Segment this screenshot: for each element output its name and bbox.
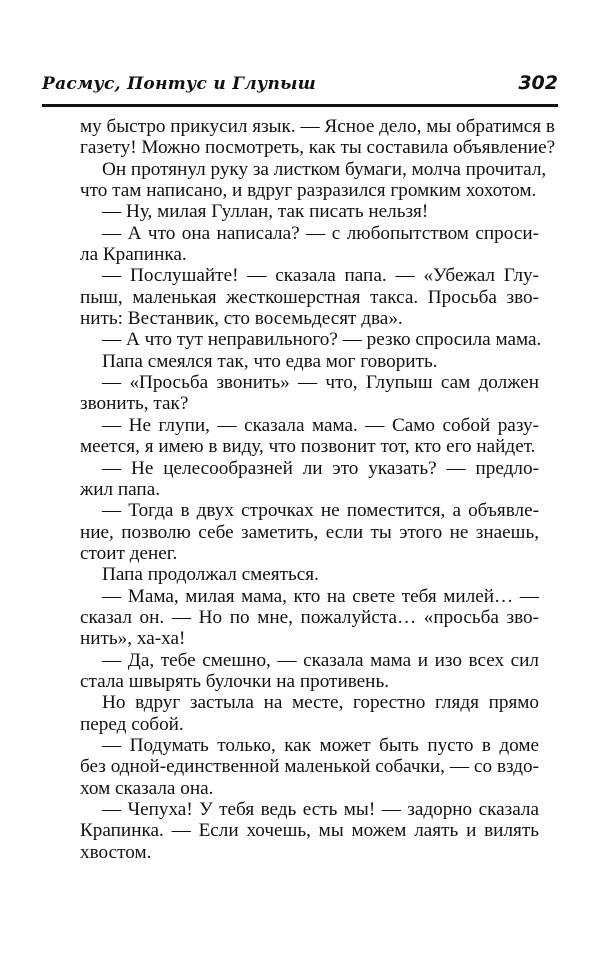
text-line: — Подумать только, как может быть пусто в доме bbox=[102, 734, 539, 756]
text-line: Папа смеялся так, что едва мог говорить. bbox=[102, 350, 438, 372]
running-header bbox=[42, 70, 558, 100]
text-line: без одной-единственной маленькой собачки, — со вздо- bbox=[80, 756, 539, 778]
text-line: Папа продолжал смеяться. bbox=[102, 564, 319, 586]
text-line: му быстро прикусил язык. — Ясное дело, мы обратимся в bbox=[80, 116, 555, 137]
text-line: нить: Вестанвик, сто восемьдесят два». bbox=[80, 308, 403, 330]
text-line: пыш, маленькая жесткошерстная такса. Просьба зво- bbox=[80, 286, 539, 308]
text-line: — Ну, милая Гуллан, так писать нельзя! bbox=[102, 201, 429, 223]
text-line: хвостом. bbox=[80, 841, 152, 863]
running-title: Расмус, Понтус и Глупыш bbox=[42, 74, 317, 94]
text-line: — Не целесообразней ли это указать? — предло- bbox=[102, 457, 539, 479]
text-line: ла Крапинка. bbox=[80, 244, 187, 266]
text-line: газету! Можно посмотреть, как ты составила объявление? bbox=[80, 137, 556, 159]
text-line: Но вдруг застыла на месте, горестно глядя прямо bbox=[102, 692, 539, 714]
page-number: 302 bbox=[518, 72, 558, 94]
text-line: — А что тут неправильного? — резко спросила мама. bbox=[102, 329, 542, 351]
text-line: хом сказала она. bbox=[80, 777, 214, 799]
page-body-text bbox=[80, 116, 556, 863]
text-line: звонить, так? bbox=[80, 393, 189, 415]
text-line: — Не глупи, — сказала мама. — Само собой разу- bbox=[102, 414, 539, 436]
text-line: нить», ха-ха! bbox=[80, 628, 186, 650]
text-line: — Тогда в двух строчках не поместится, а объявле- bbox=[102, 500, 539, 522]
text-line: стала швырять булочки на противень. bbox=[80, 670, 389, 692]
text-line: стоит денег. bbox=[80, 542, 178, 564]
text-line: — А что она написала? — с любопытством спроси- bbox=[102, 222, 539, 244]
text-line: Он протянул руку за листком бумаги, молча прочитал, bbox=[102, 158, 547, 180]
text-line: — «Просьба звонить» — что, Глупыш сам должен bbox=[102, 372, 539, 394]
text-line: перед собой. bbox=[80, 713, 184, 735]
text-line: сказал он. — Но по мне, пожалуйста… «просьба зво- bbox=[80, 606, 539, 628]
text-line: — Послушайте! — сказала папа. — «Убежал Глу- bbox=[102, 265, 539, 287]
text-line: — Чепуха! У тебя ведь есть мы! — задорно сказала bbox=[102, 799, 539, 820]
text-line: — Да, тебе смешно, — сказала мама и изо всех сил bbox=[102, 649, 539, 671]
text-line: ние, позволю себе заметить, если ты этого не знаешь, bbox=[80, 521, 539, 543]
text-line: — Мама, милая мама, кто на свете тебя милей… — bbox=[102, 585, 539, 607]
text-line: что там написано, и вдруг разразился громким хохотом. bbox=[80, 180, 537, 202]
header-rule bbox=[42, 104, 558, 107]
text-line: Крапинка. — Если хочешь, мы можем лаять и вилять bbox=[80, 820, 539, 842]
text-line: жил папа. bbox=[80, 478, 161, 500]
text-line: меется, я имею в виду, что позвонит тот, кто его найдет. bbox=[80, 436, 536, 458]
